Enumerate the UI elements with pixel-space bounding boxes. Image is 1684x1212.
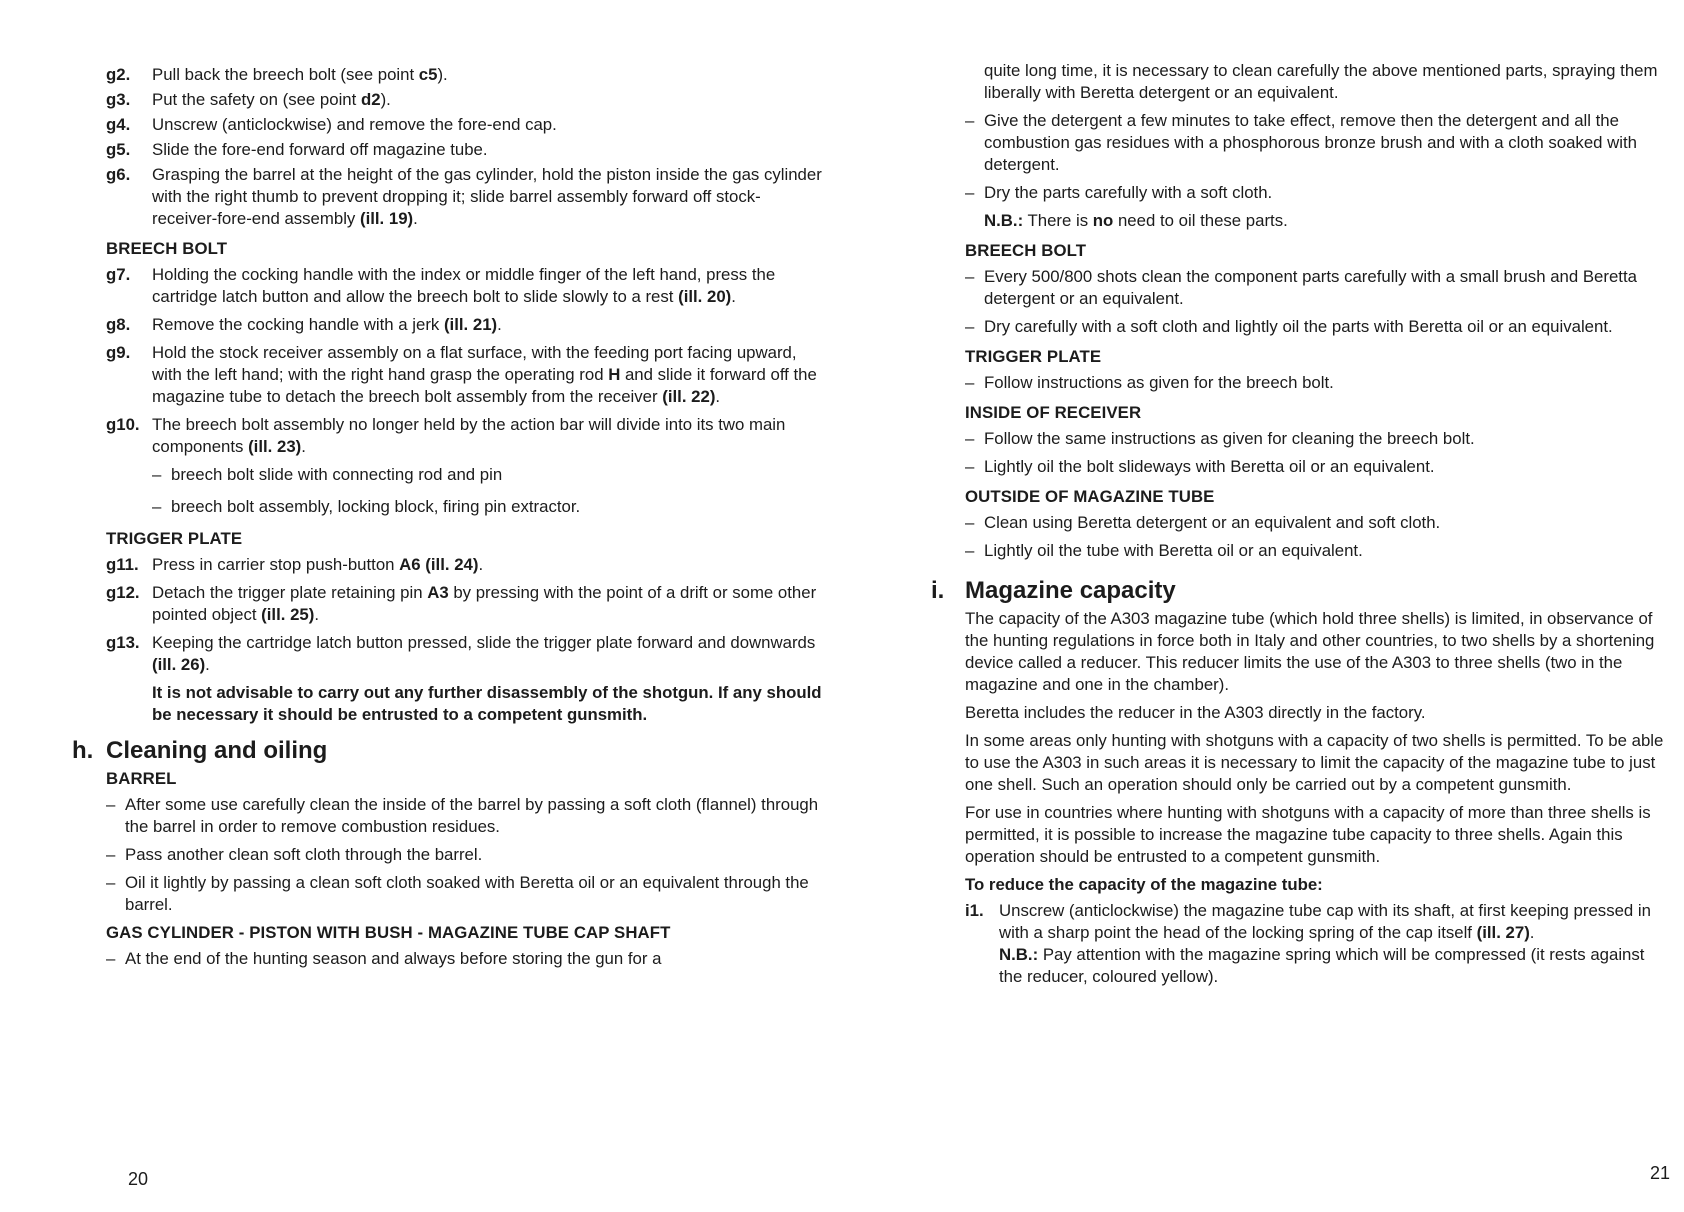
capacity-paragraph: Beretta includes the reducer in the A303 directly in the factory. — [965, 703, 1426, 722]
dash-bullet: – — [106, 949, 116, 968]
step-text — [152, 414, 826, 458]
nb-bold: no — [1092, 211, 1114, 230]
step-ref: A6 — [399, 555, 421, 574]
step-text — [152, 554, 826, 576]
step-g12 — [106, 582, 826, 626]
step-text-main: The breech bolt assembly no longer held by the action bar will divide into its two main components — [152, 415, 786, 456]
dash-bullet: – — [152, 497, 162, 516]
breech-item-text: Dry carefully with a soft cloth and lightly oil the parts with Beretta oil or an equivalent. — [984, 317, 1613, 336]
right-column — [931, 60, 1665, 994]
breech-item — [965, 316, 1665, 338]
breech-bolt-heading: BREECH BOLT — [106, 239, 228, 258]
step-text: Unscrew (anticlockwise) and remove the fore-end cap. — [152, 115, 557, 134]
gas-item-text: Dry the parts carefully with a soft cloth. — [984, 183, 1273, 202]
barrel-item — [106, 844, 826, 866]
nb-text: There is — [1023, 211, 1093, 230]
component-item — [152, 464, 826, 486]
step-tail: . — [715, 387, 721, 406]
step-g4 — [106, 114, 826, 136]
section-letter: h. — [72, 737, 94, 764]
dash-bullet: – — [152, 465, 162, 484]
dash-bullet: – — [106, 795, 116, 814]
section-i-title — [931, 576, 1665, 606]
page-number-right: 21 — [1650, 1163, 1671, 1183]
step-tail: . — [314, 605, 319, 624]
barrel-item-text: Pass another clean soft cloth through the barrel. — [125, 845, 483, 864]
step-text-main: Press in carrier stop push-button — [152, 555, 400, 574]
step-text-main: Put the safety on (see point — [152, 90, 361, 109]
barrel-item — [106, 872, 826, 916]
step-g3 — [106, 89, 826, 111]
mag-tube-item-text: Lightly oil the tube with Beretta oil or an equivalent. — [984, 541, 1363, 560]
step-text-cont: by pressing with the point of a drift or some other pointed object — [152, 583, 817, 624]
step-number: g7. — [106, 265, 131, 284]
step-g8 — [106, 314, 826, 336]
capacity-paragraph: For use in countries where hunting with shotguns with a capacity of more than three shells is permitted, it is possible to increase the magazine tube capacity to three shells. Again this operation should be entrusted to a competent gunsmith. — [965, 803, 1651, 866]
breech-item — [965, 266, 1665, 310]
receiver-heading: INSIDE OF RECEIVER — [965, 403, 1142, 422]
continuation-text: quite long time, it is necessary to clean carefully the above mentioned parts, spraying them liberally with Beretta detergent or an equivalent. — [984, 61, 1658, 102]
barrel-heading: BARREL — [106, 769, 177, 788]
nb-label: N.B.: — [999, 945, 1039, 964]
step-text — [152, 342, 826, 408]
section-letter: i. — [931, 577, 945, 604]
nb-label: N.B.: — [984, 211, 1024, 230]
gas-item — [106, 948, 826, 970]
magazine-tube-heading: OUTSIDE OF MAGAZINE TUBE — [965, 487, 1215, 506]
step-tail: . — [478, 555, 484, 574]
step-g10 — [106, 414, 826, 458]
breech-bolt-heading: BREECH BOLT — [965, 241, 1087, 260]
step-text-main: Holding the cocking handle with the index or middle finger of the left hand, press the cartridge latch button and allow the breech bolt to slide slowly to a rest — [152, 265, 776, 306]
step-ref-2: (ill. 25) — [261, 605, 315, 624]
dash-bullet: – — [965, 457, 975, 476]
step-tail: ). — [437, 65, 448, 84]
component-item — [152, 496, 826, 518]
gas-item — [965, 110, 1665, 176]
step-ref: A3 — [427, 583, 449, 602]
step-ref-2: (ill. 24) — [425, 555, 479, 574]
section-h-title — [72, 736, 826, 766]
dash-bullet: – — [965, 267, 975, 286]
dash-bullet: – — [106, 873, 116, 892]
section-title: Magazine capacity — [965, 577, 1176, 604]
step-ref: (ill. 20) — [678, 287, 732, 306]
mag-tube-item-text: Clean using Beretta detergent or an equivalent and soft cloth. — [984, 513, 1441, 532]
barrel-item-text: Oil it lightly by passing a clean soft cloth soaked with Beretta oil or an equivalent through the barrel. — [125, 873, 809, 914]
step-text-main: Grasping the barrel at the height of the gas cylinder, hold the piston inside the gas cylinder with the right thumb to prevent dropping it; slide barrel assembly forward off stock-receiver-fore-end assembly — [152, 165, 822, 228]
step-ref: (ill. 21) — [443, 315, 498, 334]
trigger-item — [965, 372, 1665, 394]
step-i1 — [965, 900, 1665, 988]
receiver-item — [965, 456, 1665, 478]
step-ref: (ill. 19) — [359, 209, 414, 228]
nb-text: Pay attention with the magazine spring which will be compressed (it rests against the reducer, coloured yellow). — [999, 945, 1645, 986]
step-text-main: Hold the stock receiver assembly on a flat surface, with the feeding port facing upward, with the left hand; with the right hand grasp the operating rod — [152, 343, 797, 384]
dash-bullet: – — [965, 429, 975, 448]
section-title: Cleaning and oiling — [106, 737, 328, 764]
step-text-main: Remove the cocking handle with a jerk — [152, 315, 444, 334]
step-number: i1. — [965, 901, 984, 920]
step-number: g9. — [106, 343, 131, 362]
step-tail: . — [497, 315, 502, 334]
step-text-main: Unscrew (anticlockwise) the magazine tube cap with its shaft, at first keeping pressed in with a sharp point the head of the locking spring of the cap itself — [999, 901, 1651, 942]
step-text — [152, 64, 826, 86]
mag-tube-item — [965, 540, 1665, 562]
gas-item-text: At the end of the hunting season and always before storing the gun for a — [125, 949, 662, 968]
step-text — [152, 582, 826, 626]
receiver-item — [965, 428, 1665, 450]
step-text — [999, 900, 1665, 988]
dash-bullet: – — [965, 317, 975, 336]
dash-bullet: – — [965, 541, 975, 560]
capacity-paragraph: The capacity of the A303 magazine tube (which hold three shells) is limited, in observance of the hunting regulations in force both in Italy and other countries, to two shells by a shortening device called a reducer. This reducer limits the use of the A303 to three shells (two in the magazine and one in the chamber). — [965, 609, 1655, 694]
step-ref: (ill. 26) — [152, 655, 206, 674]
dash-bullet: – — [106, 845, 116, 864]
right-page — [842, 0, 1684, 1212]
dash-bullet: – — [965, 183, 975, 202]
step-tail: ). — [380, 90, 391, 109]
step-number: g8. — [106, 315, 131, 334]
gas-cylinder-heading: GAS CYLINDER - PISTON WITH BUSH - MAGAZINE TUBE CAP SHAFT — [106, 923, 671, 942]
gas-item — [965, 182, 1665, 204]
step-text — [152, 314, 826, 336]
step-g5 — [106, 139, 826, 161]
step-g6 — [106, 164, 826, 230]
step-number: g5. — [106, 140, 131, 159]
step-g9 — [106, 342, 826, 408]
barrel-item-text: After some use carefully clean the inside of the barrel by passing a soft cloth (flannel) through the barrel in order to remove combustion residues. — [125, 795, 819, 836]
step-text: Slide the fore-end forward off magazine tube. — [152, 140, 488, 159]
capacity-paragraph: In some areas only hunting with shotguns with a capacity of two shells is permitted. To be able to use the A303 in such areas it is necessary to limit the capacity of the magazine tube to just one shell. Such an operation should only be carried out by a competent gunsmith. — [965, 731, 1664, 794]
step-text-main: Keeping the cartridge latch button pressed, slide the trigger plate forward and downwards — [152, 633, 816, 652]
step-text — [152, 89, 826, 111]
step-g13 — [106, 632, 826, 676]
step-text-main: Detach the trigger plate retaining pin — [152, 583, 428, 602]
step-tail: . — [1529, 923, 1535, 942]
dash-bullet: – — [965, 111, 975, 130]
step-ref: H — [608, 365, 621, 384]
dash-bullet: – — [965, 373, 975, 392]
page-number-left: 20 — [128, 1169, 149, 1189]
left-column — [72, 64, 826, 976]
step-ref: (ill. 23) — [248, 437, 302, 456]
step-text-cont: and slide it forward off the magazine tube to detach the breech bolt assembly from the receiver — [152, 365, 817, 406]
step-text — [152, 164, 826, 230]
step-tail: . — [731, 287, 736, 306]
component-text: breech bolt slide with connecting rod and pin — [171, 465, 503, 484]
disassembly-warning: It is not advisable to carry out any further disassembly of the shotgun. If any should be necessary it should be entrusted to a competent gunsmith. — [152, 683, 822, 724]
step-number: g6. — [106, 165, 131, 184]
step-g11 — [106, 554, 826, 576]
breech-item-text: Every 500/800 shots clean the component parts carefully with a small brush and Beretta detergent or an equivalent. — [984, 267, 1637, 308]
trigger-item-text: Follow instructions as given for the breech bolt. — [984, 373, 1334, 392]
dash-bullet: – — [965, 513, 975, 532]
step-tail: . — [205, 655, 210, 674]
step-text-main: Pull back the breech bolt (see point — [152, 65, 419, 84]
step-number: g13. — [106, 633, 140, 652]
step-number: g3. — [106, 90, 131, 109]
receiver-item-text: Follow the same instructions as given for cleaning the breech bolt. — [984, 429, 1475, 448]
gas-item-text: Give the detergent a few minutes to take effect, remove then the detergent and all the combustion gas residues with a phosphorous bronze brush and with a cloth soaked with detergent. — [984, 111, 1637, 174]
trigger-plate-heading: TRIGGER PLATE — [106, 529, 243, 548]
nb-text-2: need to oil these parts. — [1113, 211, 1288, 230]
step-ref-2: (ill. 22) — [662, 387, 716, 406]
receiver-item-text: Lightly oil the bolt slideways with Beretta oil or an equivalent. — [984, 457, 1435, 476]
step-ref: d2 — [360, 90, 381, 109]
step-tail: . — [413, 209, 418, 228]
barrel-item — [106, 794, 826, 838]
step-number: g10. — [106, 415, 140, 434]
trigger-plate-heading: TRIGGER PLATE — [965, 347, 1102, 366]
step-number: g2. — [106, 65, 131, 84]
step-number: g11. — [106, 555, 139, 574]
step-tail: . — [301, 437, 306, 456]
step-number: g12. — [106, 583, 140, 602]
step-text — [152, 264, 826, 308]
mag-tube-item — [965, 512, 1665, 534]
step-g7 — [106, 264, 826, 308]
step-text — [152, 632, 826, 676]
step-number: g4. — [106, 115, 131, 134]
component-text: breech bolt assembly, locking block, firing pin extractor. — [171, 497, 581, 516]
step-ref: (ill. 27) — [1476, 923, 1530, 942]
reduce-capacity-heading: To reduce the capacity of the magazine tube: — [965, 875, 1323, 894]
nb-note — [984, 210, 1665, 232]
step-ref: c5 — [418, 65, 438, 84]
step-g2 — [106, 64, 826, 86]
